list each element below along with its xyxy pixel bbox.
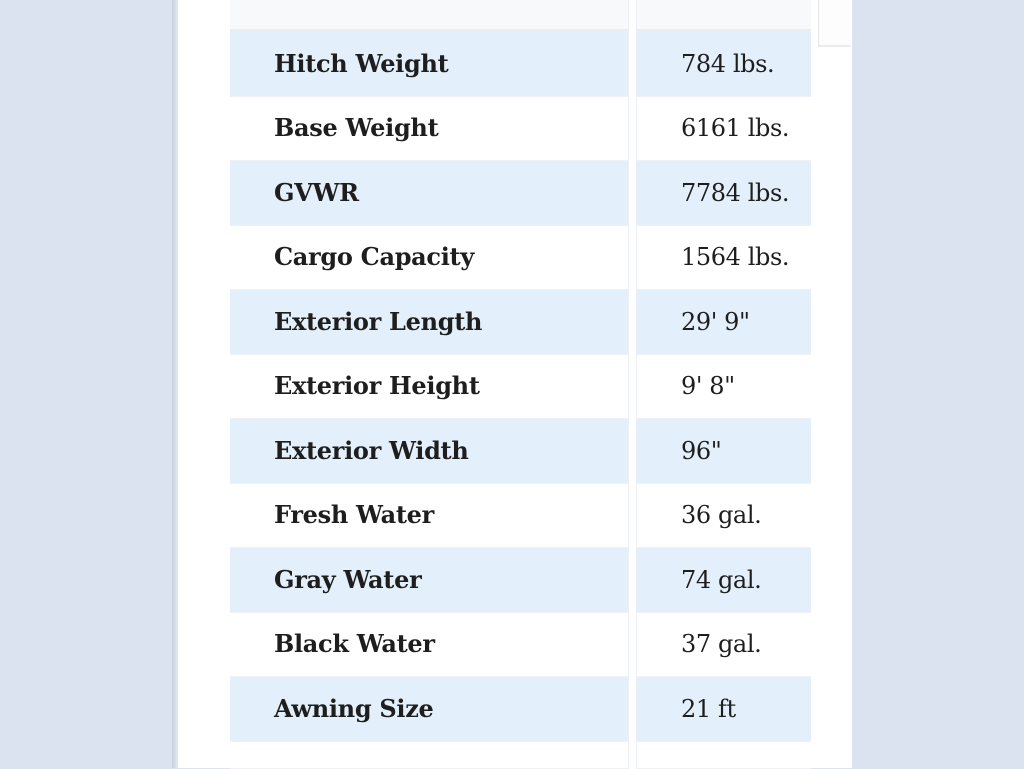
spec-row-gray-water [230, 548, 811, 613]
spec-row-awning-size [230, 677, 811, 742]
spec-label: Black Water [230, 613, 628, 678]
spec-value: 784 lbs. [637, 32, 811, 97]
spec-value: 9' 8" [637, 355, 811, 420]
spec-value: 1564 lbs. [637, 226, 811, 291]
spec-value: 29' 9" [637, 290, 811, 355]
spec-row-black-water [230, 613, 811, 678]
spec-label: Exterior Length [230, 290, 628, 355]
spec-row-hitch-weight [230, 32, 811, 97]
spec-row-base-weight [230, 97, 811, 162]
spec-row-fresh-water [230, 484, 811, 549]
spec-label: Gray Water [230, 548, 628, 613]
spec-row-exterior-length [230, 290, 811, 355]
spec-row-cargo-capacity [230, 226, 811, 291]
spec-value: 21 ft [637, 677, 811, 742]
spec-row-exterior-height [230, 355, 811, 420]
spec-value: 37 gal. [637, 613, 811, 678]
spec-label: Fresh Water [230, 484, 628, 549]
sidebar-widget-edge [818, 0, 851, 47]
spec-value: 96" [637, 419, 811, 484]
spec-label: Awning Size [230, 677, 628, 742]
spec-label: Exterior Width [230, 419, 628, 484]
spec-label: Exterior Height [230, 355, 628, 420]
spec-value: 36 gal. [637, 484, 811, 549]
spec-value: 74 gal. [637, 548, 811, 613]
table-header-row [230, 0, 811, 32]
spec-label: Base Weight [230, 97, 628, 162]
spec-label: Cargo Capacity [230, 226, 628, 291]
table-row-partial [230, 742, 811, 769]
spec-value: 7784 lbs. [637, 161, 811, 226]
spec-label: Hitch Weight [230, 32, 628, 97]
header-cell-label [230, 0, 628, 32]
spec-row-exterior-width [230, 419, 811, 484]
spec-row-gvwr [230, 161, 811, 226]
specifications-table [230, 0, 811, 769]
spec-value: 6161 lbs. [637, 97, 811, 162]
spec-label: GVWR [230, 161, 628, 226]
header-cell-value [637, 0, 811, 32]
